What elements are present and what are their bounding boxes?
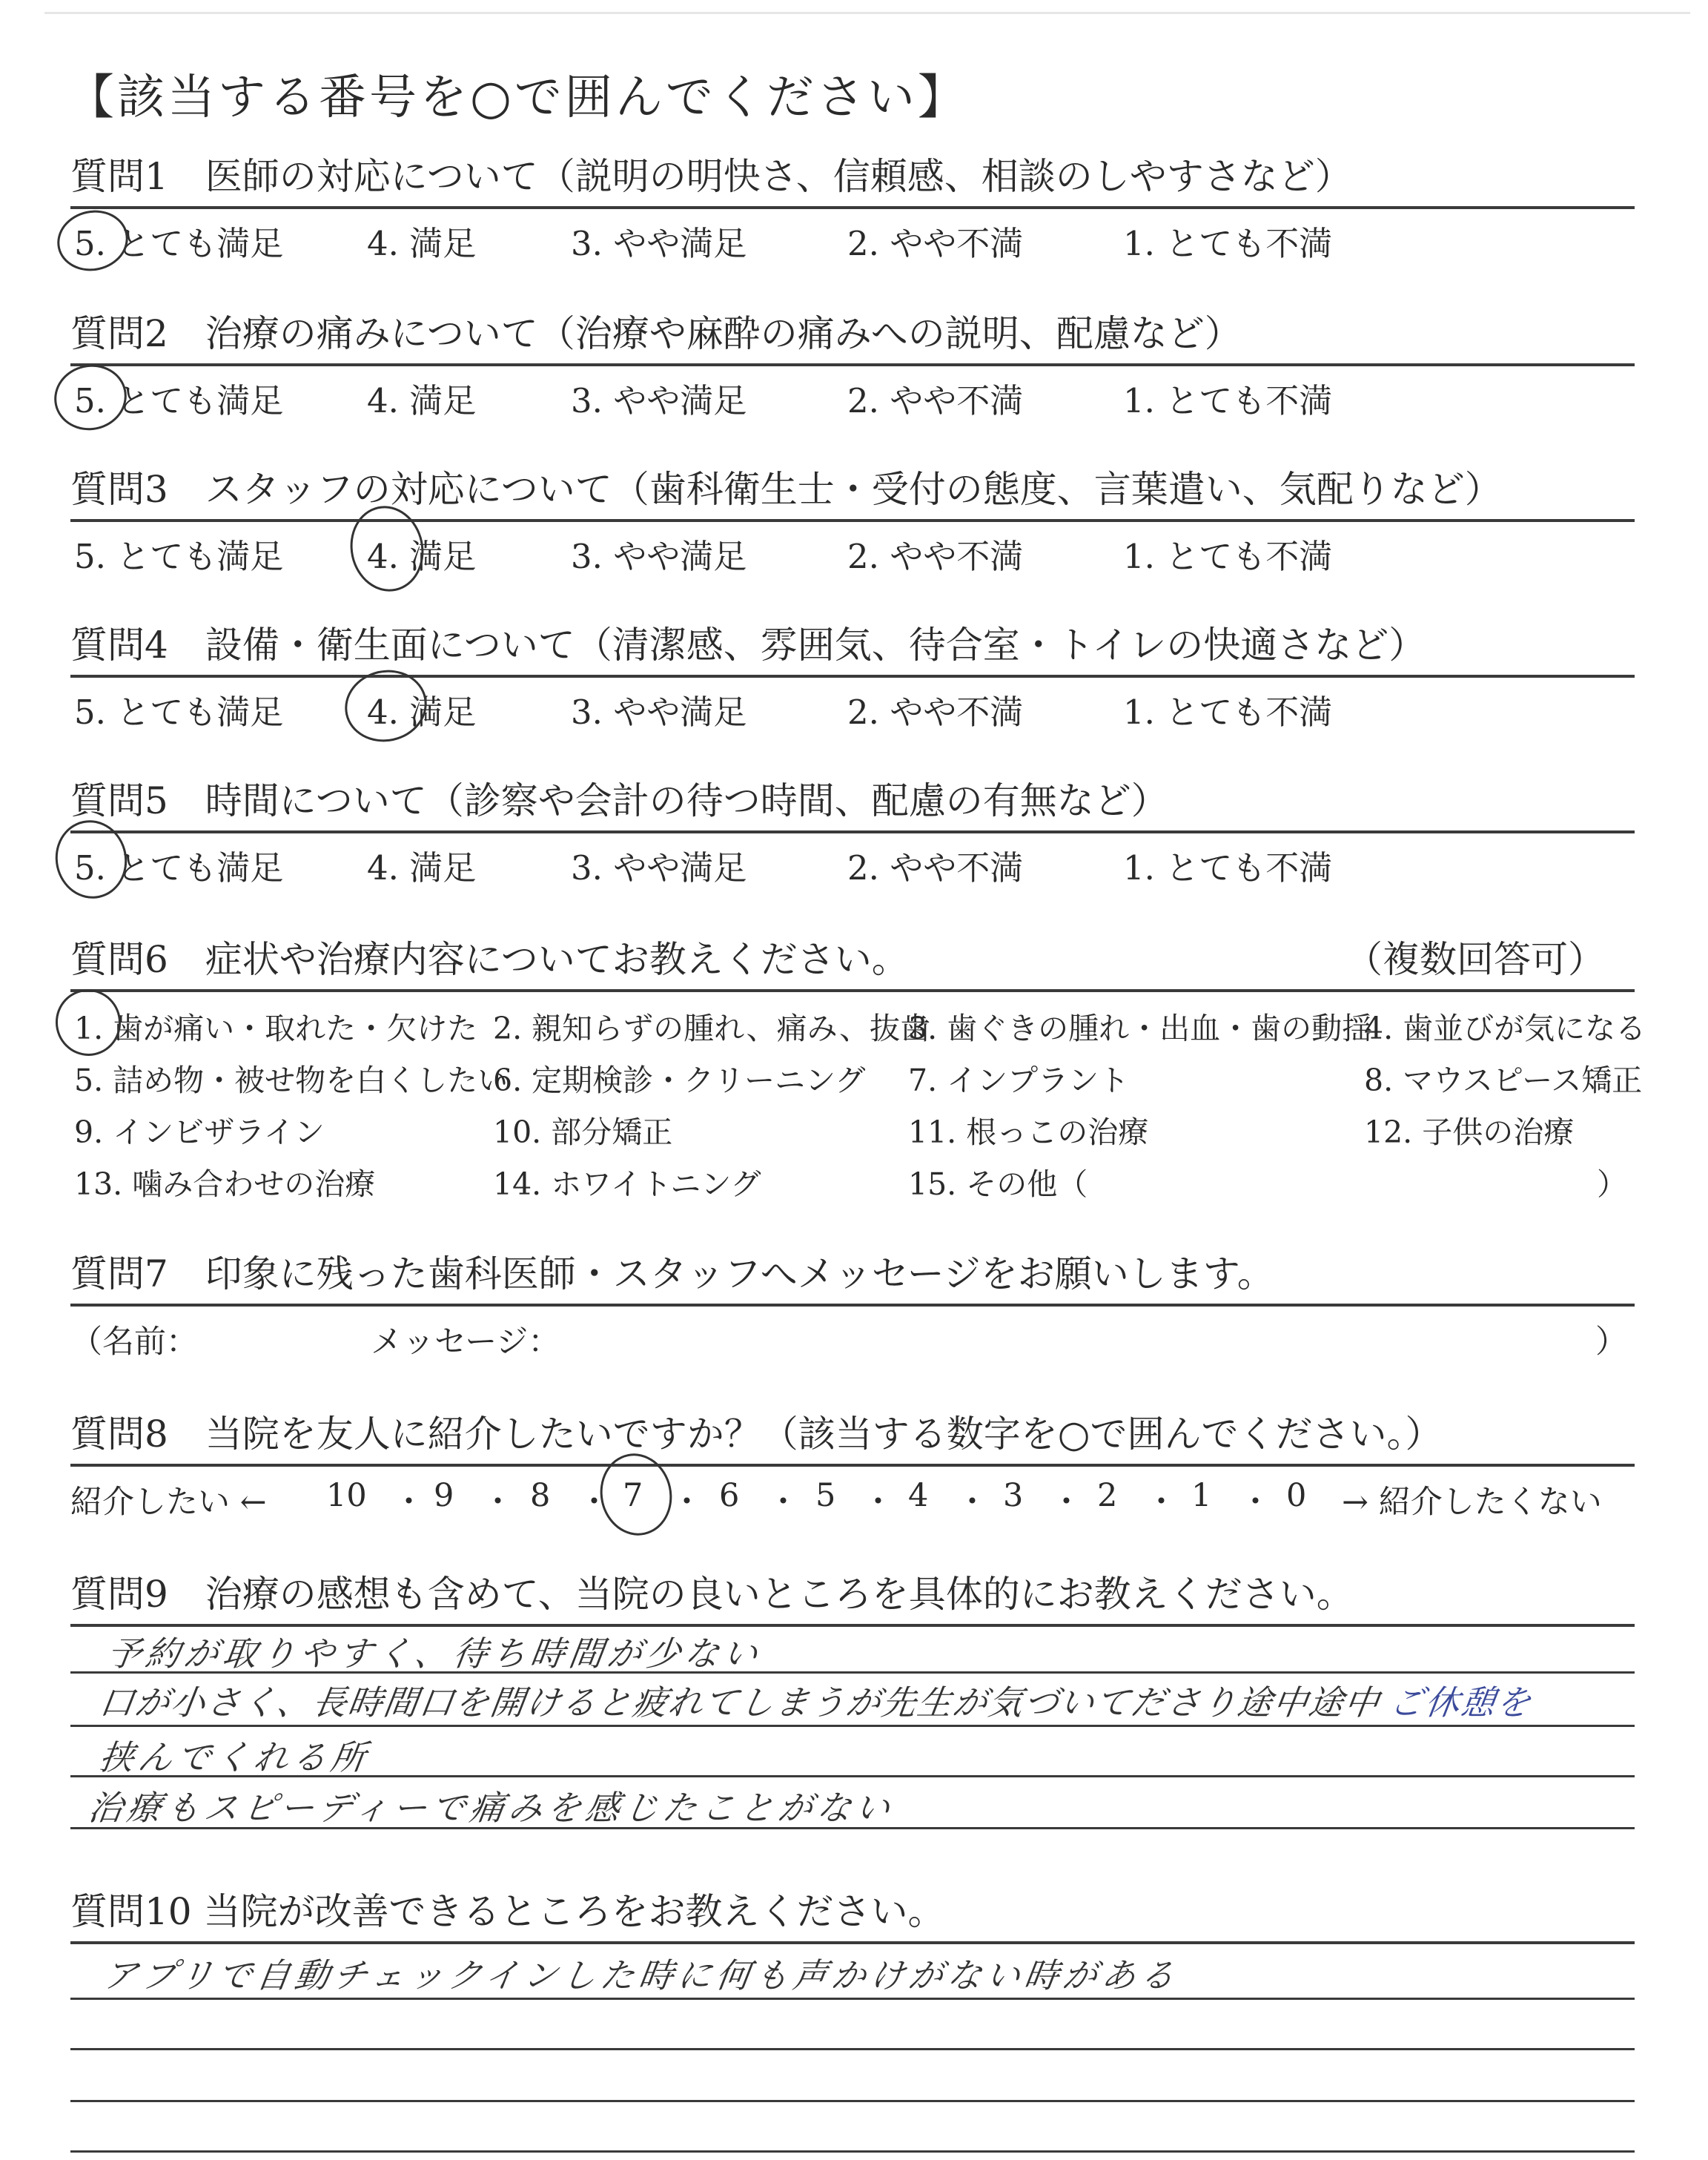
question-2-title: 質問2 治療の痛みについて（治療や麻酔の痛みへの説明、配慮など） bbox=[70, 312, 1242, 355]
q6-option-6[interactable]: 6. 定期検診・クリーニング bbox=[493, 1063, 866, 1098]
question-6 bbox=[70, 931, 1646, 1207]
q8-scale-3[interactable]: 3 bbox=[1003, 1477, 1024, 1514]
question-10 bbox=[70, 1883, 1635, 2159]
q8-scale-9[interactable]: 9 bbox=[434, 1477, 454, 1514]
q8-scale-2[interactable]: 2 bbox=[1097, 1477, 1118, 1514]
q8-scale-0[interactable]: 0 bbox=[1286, 1477, 1307, 1514]
q6-option-10[interactable]: 10. 部分矯正 bbox=[493, 1114, 673, 1150]
q5-option-5[interactable]: 5. とても満足 bbox=[74, 848, 284, 888]
q8-scale-dot: ・ bbox=[393, 1484, 425, 1521]
q6-option-15[interactable]: 15. その他（ bbox=[908, 1166, 1088, 1202]
q2-option-2[interactable]: 2. やや不満 bbox=[847, 381, 1024, 420]
answer-line bbox=[70, 1998, 1635, 2000]
q8-scale-7[interactable]: 7 bbox=[623, 1477, 643, 1514]
question-2 bbox=[70, 305, 1635, 420]
question-5 bbox=[70, 773, 1635, 888]
question-3-options bbox=[70, 522, 1635, 576]
q9-answer-line-1: 予約が取りやすく、待ち時間が少ない bbox=[104, 1634, 765, 1674]
answer-line bbox=[70, 2100, 1635, 2102]
q2-option-3[interactable]: 3. やや満足 bbox=[571, 381, 747, 420]
q8-scale-6[interactable]: 6 bbox=[719, 1477, 740, 1514]
q2-selected-circle bbox=[48, 358, 133, 437]
q3-option-3[interactable]: 3. やや満足 bbox=[571, 537, 747, 576]
q7-close-paren: ） bbox=[1595, 1324, 1627, 1361]
question-9-title: 質問9 治療の感想も含めて、当院の良いところを具体的にお教えください。 bbox=[70, 1573, 1354, 1616]
answer-line bbox=[70, 2048, 1635, 2050]
q6-option-1[interactable]: 1. 歯が痛い・取れた・欠けた bbox=[74, 1011, 478, 1046]
q2-option-5[interactable]: 5. とても満足 bbox=[74, 381, 284, 420]
q5-option-3[interactable]: 3. やや満足 bbox=[571, 848, 747, 888]
question-4-title: 質問4 設備・衛生面について（清潔感、雰囲気、待合室・トイレの快適さなど） bbox=[70, 624, 1426, 667]
question-9-header bbox=[70, 1566, 1635, 1627]
q3-option-5[interactable]: 5. とても満足 bbox=[74, 537, 284, 576]
question-6-note: （複数回答可） bbox=[1345, 938, 1605, 981]
question-4-header bbox=[70, 617, 1635, 678]
page-title: 【該当する番号を○で囲んでください】 bbox=[67, 70, 968, 125]
answer-line bbox=[70, 2150, 1635, 2153]
question-8 bbox=[70, 1406, 1635, 1519]
q6-option-2[interactable]: 2. 親知らずの腫れ、痛み、抜歯 bbox=[493, 1011, 931, 1046]
question-7 bbox=[70, 1246, 1635, 1361]
question-4 bbox=[70, 617, 1635, 732]
q6-option-9[interactable]: 9. インビザライン bbox=[74, 1114, 325, 1150]
q8-scale-8[interactable]: 8 bbox=[530, 1477, 551, 1514]
q8-right-label: → 紹介したくない bbox=[1342, 1484, 1602, 1521]
question-3-title: 質問3 スタッフの対応について（歯科衛生士・受付の態度、言葉遣い、気配りなど） bbox=[70, 468, 1502, 511]
q8-scale-dot: ・ bbox=[862, 1484, 894, 1521]
q4-option-3[interactable]: 3. やや満足 bbox=[571, 693, 747, 732]
q6-option-3[interactable]: 3. 歯ぐきの腫れ・出血・歯の動揺 bbox=[908, 1011, 1373, 1046]
q8-scale-4[interactable]: 4 bbox=[908, 1477, 929, 1514]
question-6-options bbox=[70, 992, 1646, 1207]
q7-message-label: メッセージ： bbox=[371, 1324, 560, 1361]
question-1-options bbox=[70, 209, 1635, 263]
question-2-options bbox=[70, 366, 1635, 420]
q8-scale-dot: ・ bbox=[578, 1484, 610, 1521]
question-10-answer-area bbox=[70, 1944, 1635, 2159]
q1-option-4[interactable]: 4. 満足 bbox=[367, 224, 477, 263]
q10-answer-line-1: アプリで自動チェックインした時に何も声かけがない時がある bbox=[100, 1955, 1182, 1995]
q8-scale-dot: ・ bbox=[671, 1484, 703, 1521]
q6-selected-circle bbox=[50, 983, 128, 1062]
q2-option-1[interactable]: 1. とても不満 bbox=[1123, 381, 1333, 420]
q9-answer-line-2: 口が小さく、長時間口を開けると疲れてしまうが先生が気づいてださり途中途中 bbox=[96, 1682, 1383, 1723]
q6-option-8[interactable]: 8. マウスピース矯正 bbox=[1364, 1063, 1643, 1098]
question-5-header bbox=[70, 773, 1635, 833]
q9-answer-line-2-blue bbox=[1386, 1676, 1535, 1725]
q6-option-14[interactable]: 14. ホワイトニング bbox=[493, 1166, 761, 1202]
q8-scale-dot: ・ bbox=[956, 1484, 988, 1521]
question-4-options bbox=[70, 678, 1635, 732]
q8-scale-dot: ・ bbox=[1145, 1484, 1177, 1521]
q8-scale-dot: ・ bbox=[1050, 1484, 1082, 1521]
q1-option-2[interactable]: 2. やや不満 bbox=[847, 224, 1024, 263]
q6-option-5[interactable]: 5. 詰め物・被せ物を白くしたい bbox=[74, 1063, 509, 1098]
q5-option-4[interactable]: 4. 満足 bbox=[367, 848, 477, 888]
q1-selected-circle bbox=[52, 204, 134, 277]
q1-option-5[interactable]: 5. とても満足 bbox=[74, 224, 284, 263]
q8-scale-dot: ・ bbox=[1239, 1484, 1271, 1521]
q1-option-1[interactable]: 1. とても不満 bbox=[1123, 224, 1333, 263]
q6-option-4[interactable]: 4. 歯並びが気になる bbox=[1364, 1011, 1646, 1046]
q9-answer-blue-ink: ご休憩を bbox=[1386, 1682, 1535, 1723]
q8-scale-dot: ・ bbox=[482, 1484, 514, 1521]
q4-option-2[interactable]: 2. やや不満 bbox=[847, 693, 1024, 732]
q6-option-7[interactable]: 7. インプラント bbox=[908, 1063, 1130, 1098]
q3-option-4[interactable]: 4. 満足 bbox=[367, 537, 477, 576]
q8-scale-dot: ・ bbox=[767, 1484, 799, 1521]
q7-name-label: （名前： bbox=[70, 1324, 198, 1361]
q4-option-4[interactable]: 4. 満足 bbox=[367, 693, 477, 732]
question-6-title: 質問6 症状や治療内容についてお教えください。 bbox=[70, 938, 909, 981]
question-8-header bbox=[70, 1406, 1635, 1467]
question-7-header bbox=[70, 1246, 1635, 1307]
question-1 bbox=[70, 148, 1635, 263]
q5-option-1[interactable]: 1. とても不満 bbox=[1123, 848, 1333, 888]
q6-option-11[interactable]: 11. 根っこの治療 bbox=[908, 1114, 1149, 1150]
q6-option-13[interactable]: 13. 噛み合わせの治療 bbox=[74, 1166, 376, 1202]
q8-left-label: 紹介したい ← bbox=[70, 1484, 267, 1521]
q8-scale-5[interactable]: 5 bbox=[815, 1477, 836, 1514]
question-6-header bbox=[70, 931, 1635, 992]
q4-option-5[interactable]: 5. とても満足 bbox=[74, 693, 284, 732]
question-8-scale bbox=[70, 1467, 1635, 1519]
question-10-header bbox=[70, 1883, 1635, 1944]
question-2-header bbox=[70, 305, 1635, 366]
question-3-header bbox=[70, 461, 1635, 522]
q4-option-1[interactable]: 1. とても不満 bbox=[1123, 693, 1333, 732]
question-5-options bbox=[70, 833, 1635, 888]
q9-answer-line-3: 挟んでくれる所 bbox=[96, 1737, 373, 1777]
answer-line bbox=[70, 1725, 1635, 1727]
question-9-answer-area bbox=[70, 1627, 1635, 1923]
question-3 bbox=[70, 461, 1635, 576]
question-1-title: 質問1 医師の対応について（説明の明快さ、信頼感、相談のしやすさなど） bbox=[70, 155, 1352, 198]
q8-scale-10[interactable]: 10 bbox=[326, 1477, 367, 1514]
q6-option-12[interactable]: 12. 子供の治療 bbox=[1364, 1114, 1575, 1150]
question-5-title: 質問5 時間について（診察や会計の待つ時間、配慮の有無など） bbox=[70, 779, 1168, 822]
q9-answer-line-4: 治療もスピーディーで痛みを感じたことがない bbox=[85, 1788, 897, 1828]
question-8-title: 質問8 当院を友人に紹介したいですか？（該当する数字を○で囲んでください。） bbox=[70, 1413, 1443, 1456]
question-9 bbox=[70, 1566, 1635, 1923]
q2-option-4[interactable]: 4. 満足 bbox=[367, 381, 477, 420]
question-10-title: 質問10 当院が改善できるところをお教えください。 bbox=[70, 1890, 945, 1933]
q8-scale-1[interactable]: 1 bbox=[1191, 1477, 1212, 1514]
q1-option-3[interactable]: 3. やや満足 bbox=[571, 224, 747, 263]
q3-option-1[interactable]: 1. とても不満 bbox=[1123, 537, 1333, 576]
q3-option-2[interactable]: 2. やや不満 bbox=[847, 537, 1024, 576]
question-7-fields bbox=[70, 1307, 1635, 1361]
q5-option-2[interactable]: 2. やや不満 bbox=[847, 848, 1024, 888]
question-1-header bbox=[70, 148, 1635, 209]
q6-option-15-close: ） bbox=[1597, 1166, 1627, 1202]
question-7-title: 質問7 印象に残った歯科医師・スタッフへメッセージをお願いします。 bbox=[70, 1252, 1274, 1295]
